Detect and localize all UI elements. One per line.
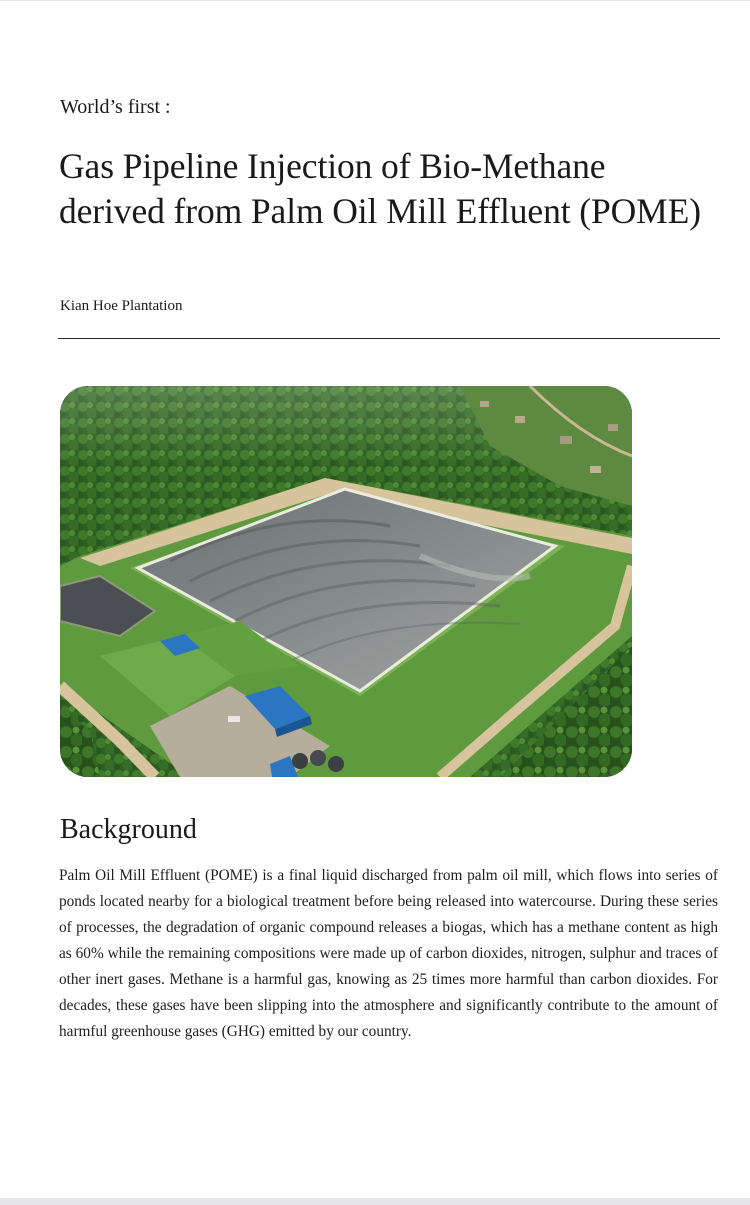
eyebrow-label: World’s first : [60,96,171,118]
background-paragraph: Palm Oil Mill Effluent (POME) is a final liquid discharged from palm oil mill, which flows into series of ponds located nearby for a biological treatment before being released into watercourse. During these series of processes, the degradation of organic compound releases a biogas, which has a methane content as high as 60% while the remaining compositions were made up of carbon dioxides, nitrogen, sulphur and traces of other inert gases. Methane is a harmful gas, knowing as 25 times more harmful than carbon dioxides. For decades, these gases have been slipping into the atmosphere and significantly contribute to the amount of harmful greenhouse gases (GHG) emitted by our country. [59,867,718,1040]
author-name: Kian Hoe Plantation [60,298,183,314]
document-title: Gas Pipeline Injection of Bio-Methane derived from Palm Oil Mill Effluent (POME) [59,146,701,231]
section-heading-background: Background [60,814,197,845]
title-divider [58,338,720,339]
page-bottom-edge [0,1198,750,1205]
aerial-photo-covered-lagoon [60,386,632,777]
